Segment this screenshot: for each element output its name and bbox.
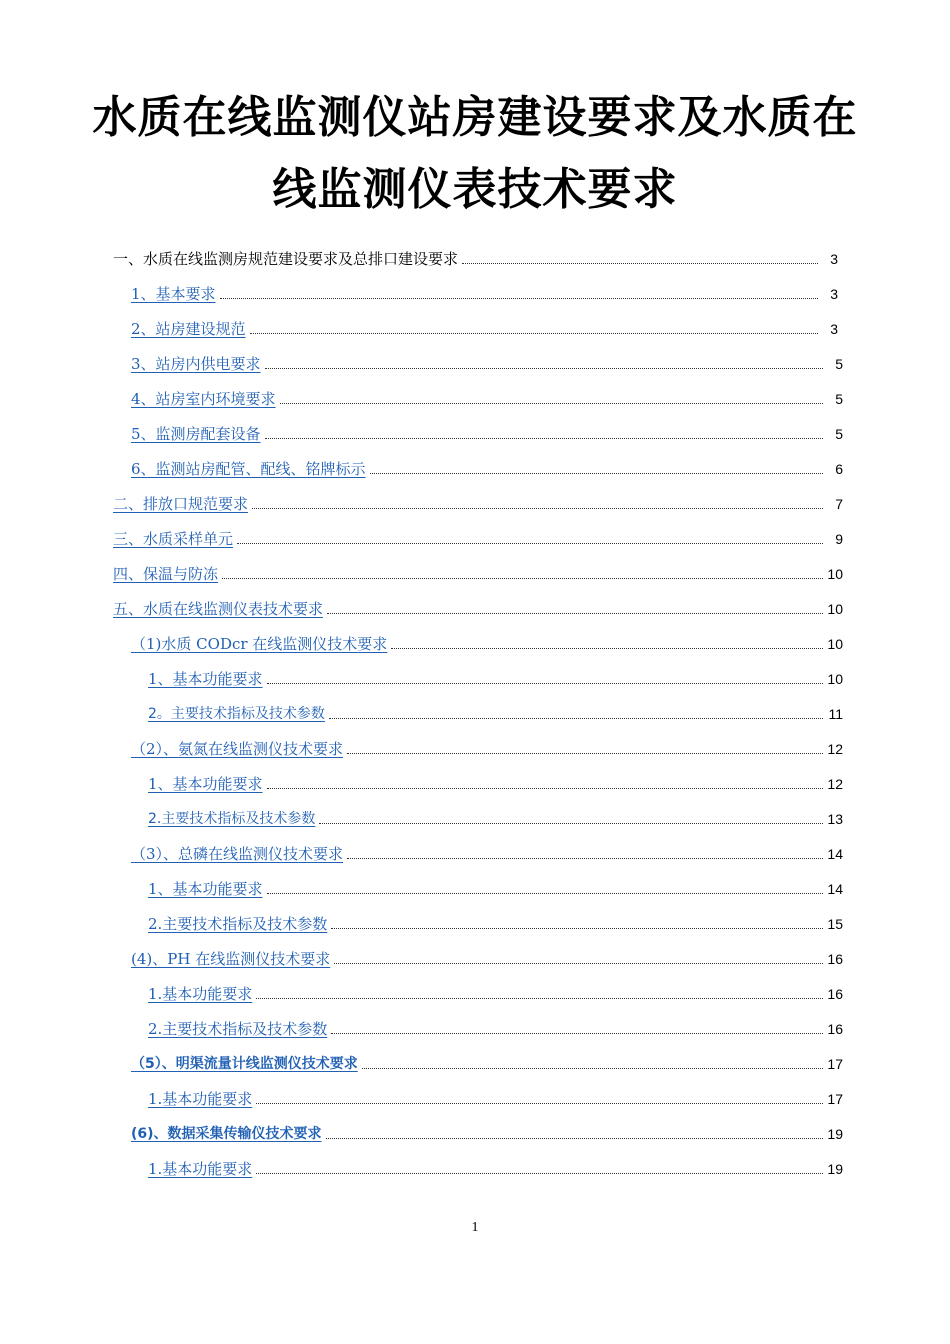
toc-entry-page: 16 [827, 1021, 843, 1037]
toc-entry-page: 12 [827, 776, 843, 792]
toc-entry-label[interactable]: 2。主要技术指标及技术参数 [148, 706, 325, 722]
toc-entry-label[interactable]: 二、排放口规范要求 [113, 495, 249, 513]
toc-entry-page: 19 [827, 1126, 843, 1142]
toc-entry[interactable] [148, 1087, 843, 1109]
toc-entry-label[interactable]: （5）、明渠流量计线监测仪技术要求 [131, 1056, 358, 1072]
toc-entry[interactable] [131, 737, 843, 759]
toc-leader-dots [347, 753, 823, 754]
toc-entry-page: 3 [830, 251, 838, 267]
toc-entry[interactable] [148, 912, 843, 934]
toc-entry[interactable] [131, 317, 838, 339]
toc-entry-label[interactable]: (6)、数据采集传输仪技术要求 [131, 1126, 322, 1142]
toc-entry-page: 10 [827, 636, 843, 652]
toc-leader-dots [237, 543, 823, 544]
page-number: 1 [471, 1220, 479, 1235]
toc-leader-dots [331, 928, 823, 929]
toc-entry[interactable] [148, 667, 843, 689]
toc-entry-label[interactable]: 五、水质在线监测仪表技术要求 [113, 600, 324, 618]
toc-entry[interactable] [113, 562, 843, 584]
toc-leader-dots [327, 613, 823, 614]
toc-entry-page: 5 [835, 391, 843, 407]
toc-entry-label[interactable]: 5、监测房配套设备 [131, 425, 261, 443]
toc-leader-dots [256, 1103, 823, 1104]
toc-entry[interactable] [113, 527, 843, 549]
toc-leader-dots [334, 963, 823, 964]
toc-entry-label[interactable]: （2）、氨氮在线监测仪技术要求 [131, 740, 344, 758]
toc-entry-page: 6 [835, 461, 843, 477]
toc-entry-label[interactable]: 1.基本功能要求 [148, 985, 253, 1003]
toc-entry-label[interactable]: 1、基本功能要求 [148, 880, 263, 898]
toc-entry-label[interactable]: (4)、PH 在线监测仪技术要求 [131, 950, 331, 968]
toc-entry-page: 11 [828, 706, 843, 722]
toc-entry[interactable] [148, 1017, 843, 1039]
toc-leader-dots [267, 788, 823, 789]
toc-entry[interactable] [131, 1122, 843, 1144]
toc-entry-label[interactable]: 4、站房室内环境要求 [131, 390, 276, 408]
toc-entry-label[interactable]: 2.主要技术指标及技术参数 [148, 1020, 328, 1038]
toc-entry[interactable] [131, 947, 843, 969]
document-title-line-2: 线监测仪表技术要求 [272, 164, 678, 215]
toc-entry-page: 12 [827, 741, 843, 757]
toc-leader-dots [256, 998, 823, 999]
toc-entry[interactable] [148, 877, 843, 899]
toc-entry-label[interactable]: 2.主要技术指标及技术参数 [148, 811, 316, 827]
toc-entry-page: 3 [830, 286, 838, 302]
toc-entry[interactable] [148, 1157, 843, 1179]
toc-leader-dots [265, 368, 823, 369]
toc-entry-page: 13 [827, 811, 843, 827]
toc-entry-page: 15 [827, 916, 843, 932]
toc-entry[interactable] [131, 422, 843, 444]
toc-entry-label[interactable]: 6、监测站房配管、配线、铭牌标示 [131, 460, 366, 478]
toc-entry-page: 3 [830, 321, 838, 337]
toc-entry-label[interactable]: 1.基本功能要求 [148, 1160, 253, 1178]
toc-leader-dots [370, 473, 823, 474]
toc-entry-page: 14 [827, 881, 843, 897]
toc-entry-label[interactable]: 1、基本要求 [131, 285, 216, 303]
toc-entry-page: 19 [827, 1161, 843, 1177]
toc-entry-label[interactable]: 2、站房建设规范 [131, 320, 246, 338]
toc-entry-page: 10 [827, 671, 843, 687]
toc-entry[interactable] [131, 457, 843, 479]
toc-entry-label: 一、水质在线监测房规范建设要求及总排口建设要求 [113, 250, 459, 268]
toc-entry[interactable] [131, 632, 843, 654]
toc-entry[interactable] [131, 387, 843, 409]
toc-entry[interactable] [148, 982, 843, 1004]
toc-entry-label[interactable]: 2.主要技术指标及技术参数 [148, 915, 328, 933]
toc-leader-dots [331, 1033, 823, 1034]
toc-entry-label[interactable]: （1)水质 CODcr 在线监测仪技术要求 [131, 635, 388, 653]
toc-entry[interactable] [113, 597, 843, 619]
toc-entry-label[interactable]: 1、基本功能要求 [148, 775, 263, 793]
toc-entry[interactable] [113, 247, 838, 269]
toc-entry-label[interactable]: （3）、总磷在线监测仪技术要求 [131, 845, 344, 863]
toc-leader-dots [256, 1173, 823, 1174]
document-title-line-1: 水质在线监测仪站房建设要求及水质在 [92, 92, 858, 143]
toc-entry-page: 17 [827, 1091, 843, 1107]
toc-entry-label[interactable]: 三、水质采样单元 [113, 530, 234, 548]
toc-entry-page: 16 [827, 986, 843, 1002]
toc-entry-page: 9 [835, 531, 843, 547]
toc-entry-page: 5 [835, 426, 843, 442]
toc-entry-label[interactable]: 1、基本功能要求 [148, 670, 263, 688]
toc-entry[interactable] [148, 772, 843, 794]
toc-leader-dots [250, 333, 818, 334]
toc-leader-dots [267, 683, 823, 684]
toc-entry[interactable] [113, 492, 843, 514]
toc-entry[interactable] [148, 807, 843, 829]
toc-entry-page: 14 [827, 846, 843, 862]
toc-leader-dots [391, 648, 823, 649]
toc-entry[interactable] [131, 842, 843, 864]
toc-entry[interactable] [131, 352, 843, 374]
toc-entry-page: 10 [827, 601, 843, 617]
toc-leader-dots [252, 508, 823, 509]
toc-leader-dots [267, 893, 823, 894]
toc-leader-dots [462, 263, 818, 264]
toc-leader-dots [329, 718, 823, 719]
toc-entry-page: 7 [835, 496, 843, 512]
toc-entry-page: 17 [827, 1056, 843, 1072]
toc-leader-dots [220, 298, 818, 299]
toc-entry-label[interactable]: 3、站房内供电要求 [131, 355, 261, 373]
toc-leader-dots [319, 823, 823, 824]
toc-leader-dots [280, 403, 823, 404]
toc-entry[interactable] [131, 282, 838, 304]
toc-entry-label[interactable]: 1.基本功能要求 [148, 1090, 253, 1108]
toc-entry-page: 10 [827, 566, 843, 582]
toc-leader-dots [222, 578, 823, 579]
toc-entry-page: 16 [827, 951, 843, 967]
toc-leader-dots [362, 1068, 823, 1069]
toc-leader-dots [265, 438, 823, 439]
toc-entry[interactable] [148, 702, 843, 724]
toc-entry-page: 5 [835, 356, 843, 372]
toc-entry[interactable] [131, 1052, 843, 1074]
toc-leader-dots [326, 1138, 823, 1139]
toc-entry-label[interactable]: 四、保温与防冻 [113, 565, 219, 583]
toc-leader-dots [347, 858, 823, 859]
